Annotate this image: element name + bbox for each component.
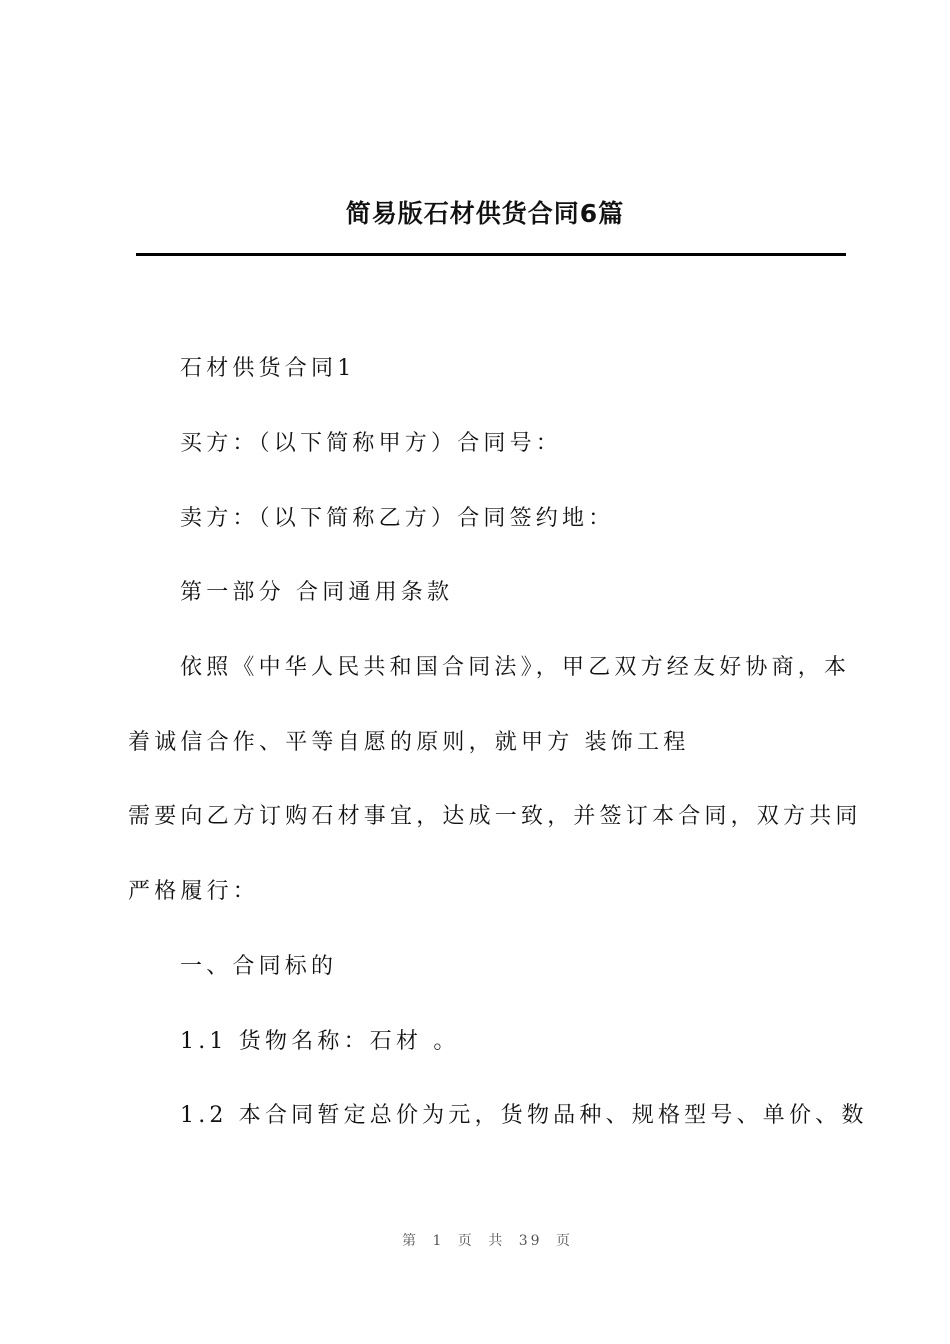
paragraph-line: 着诚信合作、平等自愿的原则，就甲方 装饰工程 [128, 730, 690, 755]
clause-heading: 一、合同标的 [180, 954, 338, 979]
buyer-line: 买方：（以下简称甲方）合同号： [180, 431, 563, 456]
clause-item: 1.1 货物名称：石材 。 [180, 1029, 460, 1054]
document-title: 简易版石材供货合同6篇 [345, 199, 625, 228]
page-footer: 第 1 页 共 39 页 [402, 1233, 573, 1249]
clause-item: 1.2 本合同暂定总价为元，货物品种、规格型号、单价、数 [180, 1103, 868, 1128]
seller-line: 卖方：（以下简称乙方）合同签约地： [180, 506, 615, 531]
title-underline [136, 253, 846, 256]
part-heading: 第一部分 合同通用条款 [180, 580, 454, 605]
paragraph-line: 依照《中华人民共和国合同法》，甲乙双方经友好协商，本 [180, 655, 851, 680]
paragraph-line: 严格履行： [128, 879, 260, 904]
section-heading: 石材供货合同1 [180, 356, 356, 381]
paragraph-line: 需要向乙方订购石材事宜，达成一致，并签订本合同，双方共同 [128, 804, 862, 829]
